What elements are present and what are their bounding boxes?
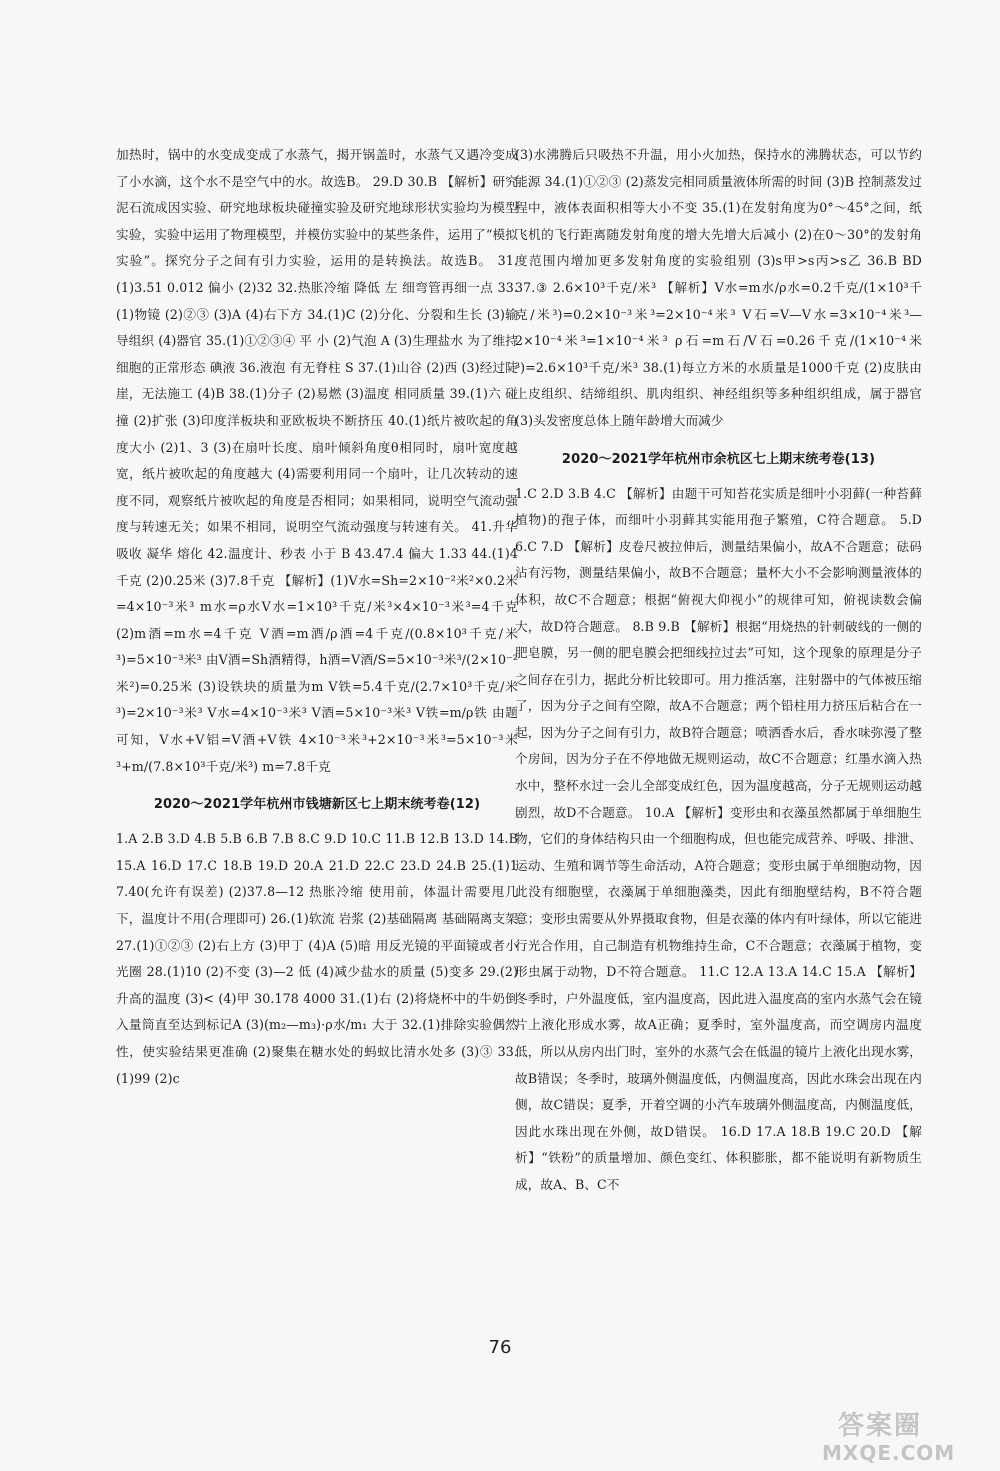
watermark-url: MXQE.COM <box>822 1441 956 1465</box>
exam-section-heading: 2020～2021学年杭州市余杭区七上期末统考卷(13) <box>561 451 876 467</box>
left-column <box>116 142 518 1092</box>
answer-text-block: 加热时，锅中的水变成变成了水蒸气，揭开锅盖时，水蒸气又遇冷变成了小水滴，这个水不是空气中的水。故选B。 29.D 30.B 【解析】研究泥石流成因实验、研究地球板块碰撞实验及研究地球形状实验均为模型实验，实验中运用了物理模型，并模仿实验中的某些条件，运用了“模拟实验”。探究分子之间有引力实验，运用的是转换法。故选B。 31.(1)3.51 0.012 偏小 (2)32 32.热胀冷缩 降低 左 细弯管再细一点 33.(1)物镜 (2)②③ (3)A (4)右下方 34.(1)C (2)分化、分裂和生长 (3)输导组织 (4)器官 35.(1)①②③④ 平 小 (2)气泡 A (3)生理盐水 为了维持细胞的正常形态 碘液 36.液泡 有无脊柱 S 37.(1)山谷 (2)西 (3)经过陡崖，无法施工 (4)B 38.(1)分子 (2)易燃 (3)温度 相同质量 39.(1)六 碰撞 (2)扩张 (3)印度洋板块和亚欧板块不断挤压 40.(1)纸片被吹起的角度大小 (2)1、3 (3)在扇叶长度、扇叶倾斜角度θ相同时，扇叶宽度越宽，纸片被吹起的角度越大 (4)需要利用同一个扇叶，让几次转动的速度不同，观察纸片被吹起的角度是否相同；如果相同，说明空气流动强度与转速无关；如果不相同，说明空气流动强度与转速有关。 41.升华 吸收 凝华 熔化 42.温度计、秒表 小于 B 43.47.4 偏大 1.33 44.(1)4千克 (2)0.25米 (3)7.8千克 【解析】(1)V水=Sh=2×10⁻²米²×0.2米=4×10⁻³米³ m水=ρ水V水=1×10³千克/米³×4×10⁻³米³=4千克 (2)m酒=m水=4千克 V酒=m酒/ρ酒=4千克/(0.8×10³千克/米³)=5×10⁻³米³ 由V酒=Sh酒精得，h酒=V酒/S=5×10⁻³米³/(2×10⁻²米²)=0.25米 (3)设铁块的质量为m V铁=5.4千克/(2.7×10³千克/米³)=2×10⁻³米³ V水=4×10⁻³米³ V酒=5×10⁻³米³ V铁=m/ρ铁 由题可知，V水+V铝=V酒+V铁 4×10⁻³米³+2×10⁻³米³=5×10⁻³米³+m/(7.8×10³千克/米³) m=7.8千克 <box>116 147 518 774</box>
answer-text-block: 1.A 2.B 3.D 4.B 5.B 6.B 7.B 8.C 9.D 10.C 11.B 12.B 13.D 14.B 15.A 16.D 17.C 18.B 19.D 20.A 21.D 22.C 23.D 24.B 25.(1)1 7.40(允许有误差) (2)37.8—12 热胀冷缩 使用前，体温计需要甩几下，温度计不用(合理即可) 26.(1)软流 岩浆 (2)基础隔离 基础隔离支架 27.(1)①②③ (2)右上方 (3)甲丁 (4)A (5)暗 用反光镜的平面镜或者小光圈 28.(1)10 (2)不变 (3)—2 低 (4)减少盐水的质量 (5)变多 29.(2)升高的温度 (3)< (4)甲 30.178 4000 31.(1)右 (2)将烧杯中的牛奶倒入量筒直至达到标记A (3)(m₂—m₃)·ρ水/m₁ 大于 32.(1)排除实验偶然性，使实验结果更准确 (2)聚集在糖水处的蚂蚁比清水处多 (3)③ 33.(1)99 (2)c <box>116 831 518 1086</box>
page-number: 76 <box>488 1337 512 1358</box>
right-column <box>515 142 922 1199</box>
watermark <box>820 1405 990 1465</box>
answer-text-block: 1.C 2.D 3.B 4.C 【解析】由题干可知苔花实质是细叶小羽藓(一种苔藓植物)的孢子体，而细叶小羽藓其实能用孢子繁殖，C符合题意。 5.D 6.C 7.D 【解析】皮卷尺被拉伸后，测量结果偏小，故A不合题意；砝码沾有污物，测量结果偏小，故B不合题意；量杯大小不会影响测量液体的体积，故C不合题意；根据“俯视大仰视小”的规律可知，俯视读数会偏大，故D符合题意。 8.B 9.B 【解析】根据“用烧热的针刺破线的一侧的肥皂膜，另一侧的肥皂膜会把细线拉过去”可知，这个现象的原理是分子之间存在引力，据此分析比较即可。用力推活塞，注射器中的气体被压缩了，因为分子之间有空隙，故A不合题意；两个铅柱用力挤压后粘合在一起，因为分子之间有引力，故B符合题意；喷洒香水后，香水味弥漫了整个房间，因为分子在不停地做无规则运动，故C不合题意；红墨水滴入热水中，整杯水过一会儿全部变成红色，因为温度越高，分子无规则运动越剧烈，故D不合题意。 10.A 【解析】变形虫和衣藻虽然都属于单细胞生物，它们的身体结构只由一个细胞构成，但也能完成营养、呼吸、排泄、运动、生殖和调节等生命活动，A符合题意；变形虫属于单细胞动物，因此没有细胞壁，衣藻属于单细胞藻类，因此有细胞壁结构，B不符合题意；变形虫需要从外界摄取食物，但是衣藻的体内有叶绿体，所以它能进行光合作用，自己制造有机物维持生命，C不合题意；衣藻属于植物，变形虫属于动物，D不符合题意。 11.C 12.A 13.A 14.C 15.A 【解析】冬季时，户外温度低，室内温度高，因此进入温度高的室内水蒸气会在镜片上液化形成水雾，故A正确；夏季时，室外温度高，而空调房内温度低，所以从房内出门时，室外的水蒸气会在低温的镜片上液化出现水雾，故B错误；冬季时，玻璃外侧温度低，内侧温度高，因此水珠会出现在内侧，故C错误；夏季，开着空调的小汽车玻璃外侧温度高，内侧温度低，因此水珠出现在外侧，故D错误。 16.D 17.A 18.B 19.C 20.D 【解析】“铁粉”的质量增加、颜色变红、体积膨胀，都不能说明有新物质生成，故A、B、C不 <box>515 485 922 1192</box>
watermark-logo: 答案圈 <box>838 1411 923 1441</box>
exam-section-heading: 2020～2021学年杭州市钱塘新区七上期末统考卷(12) <box>153 797 481 813</box>
answer-text-block: (3)水沸腾后只吸热不升温，用小火加热，保持水的沸腾状态，可以节约能源 34.(1)①②③ (2)蒸发完相同质量液体所需的时间 (3)B 控制蒸发过程中，液体表面积相等大小不变 35.(1)在发射角度为0°～45°之间，纸飞机的飞行距离随发射角度的增大先增大后减小 (2)在0～30°的发射角度范围内增加更多发射角度的实验组别 (3)s甲>s丙>s乙 36.B BD 37.③ 2.6×10³千克/米³ 【解析】V水=m水/ρ水=0.2千克/(1×10³千克/米³)=0.2×10⁻³米³=2×10⁻⁴米³ V石=V—V水=3×10⁻⁴米³—2×10⁻⁴米³=1×10⁻⁴米³ ρ石=m石/V石=0.26千克/(1×10⁻⁴米³)=2.6×10³千克/米³ 38.(1)每立方米的水质量是1000千克 (2)皮肤由上皮组织、结缔组织、肌肉组织、神经组织等多种组织组成，属于器官 (3)头发密度总体上随年龄增大而减少 <box>515 147 922 428</box>
